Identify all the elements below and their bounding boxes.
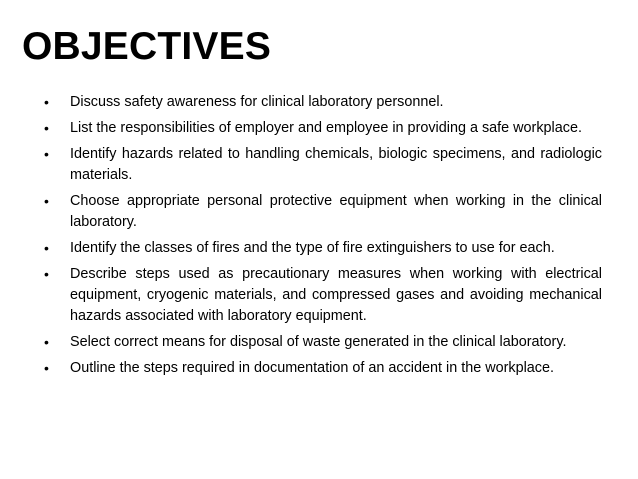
list-item [44,264,602,327]
list-item-text: Identify the classes of fires and the type of fire extinguishers to use for each. [70,240,555,256]
list-item-text: List the responsibilities of employer and employee in providing a safe workplace. [70,120,582,136]
list-item-text: Outline the steps required in documentation of an accident in the workplace. [70,360,554,376]
slide-title: OBJECTIVES [22,25,272,68]
list-item [44,191,602,233]
list-item-text: Identify hazards related to handling chemicals, biologic specimens, and radiologic materials. [70,146,602,183]
bullet-icon: • [44,146,49,162]
list-item-text: Describe steps used as precautionary measures when working with electrical equipment, cryogenic materials, and compressed gases and avoiding mechanical hazards associated with laboratory equipment. [70,266,602,324]
bullet-icon: • [44,334,49,350]
list-item [44,118,602,139]
list-item [44,92,602,113]
list-item [44,144,602,186]
bullet-icon: • [44,94,49,110]
list-item [44,358,602,379]
bullet-icon: • [44,240,49,256]
list-item-text: Select correct means for disposal of waste generated in the clinical laboratory. [70,334,567,350]
bullet-icon: • [44,120,49,136]
bullet-icon: • [44,266,49,282]
list-item [44,332,602,353]
bullet-icon: • [44,193,49,209]
bullet-icon: • [44,360,49,376]
list-item-text: Choose appropriate personal protective equipment when working in the clinical laboratory. [70,193,602,230]
objectives-list [44,92,602,384]
list-item-text: Discuss safety awareness for clinical laboratory personnel. [70,94,444,110]
list-item [44,238,602,259]
